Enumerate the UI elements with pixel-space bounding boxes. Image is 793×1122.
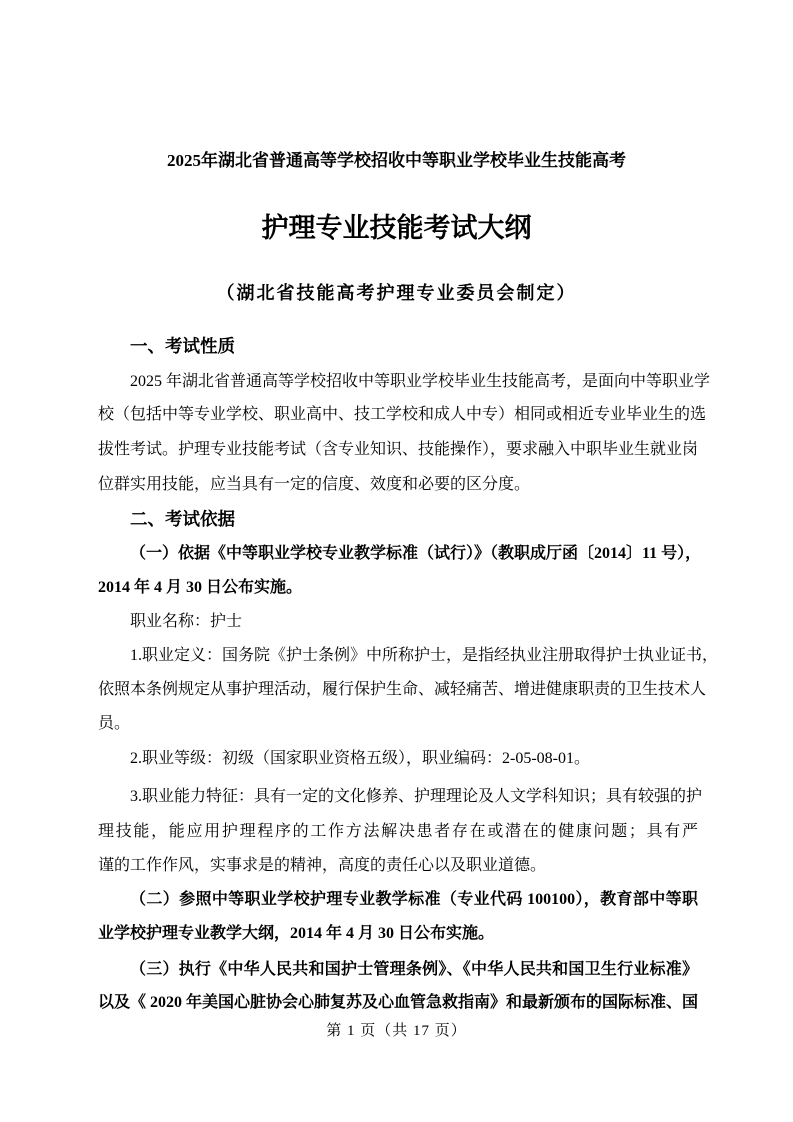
ability-line: 理技能，能应用护理程序的工作方法解决患者存在或潜在的健康问题；具有严 (98, 823, 698, 840)
subtitle: （湖北省技能高考护理专业委员会制定） (216, 283, 577, 303)
occupation-level: 2.职业等级：初级（国家职业资格五级），职业编码：2-05-08-01。 (130, 750, 590, 767)
definition-line: 依照本条例规定从事护理活动，履行保护生命、减轻痛苦、增进健康职责的卫生技术人 (98, 681, 707, 698)
basis-item-3-line: 以及《 2020 年美国心脏协会心肺复苏及心血管急救指南》和最新颁布的国际标准、国 (98, 994, 699, 1011)
basis-item-3-line: （三）执行《中华人民共和国护士管理条例》、《中华人民共和国卫生行业标准》 (130, 961, 698, 978)
paragraph-line: 位群实用技能，应当具有一定的信度、效度和必要的区分度。 (98, 476, 531, 493)
paragraph-line: 校（包括中等专业学校、职业高中、技工学校和成人中专）相同或相近专业毕业生的选 (98, 406, 707, 423)
ability-line: 谨的工作作风，实事求是的精神，高度的责任心以及职业道德。 (98, 857, 547, 874)
basis-item-2-line: （二）参照中等职业学校护理专业教学标准（专业代码 100100），教育部中等职 (130, 891, 698, 908)
basis-item-2-line: 业学校护理专业教学大纲，2014 年 4 月 30 日公布实施。 (98, 925, 495, 942)
paragraph-line: 拔性考试。护理专业技能考试（含专业知识、技能操作），要求融入中职毕业生就业岗 (98, 441, 699, 458)
page-number: 第 1 页（共 17 页） (326, 1023, 467, 1039)
ability-line: 3.职业能力特征：具有一定的文化修养、护理理论及人文学科知识；具有较强的护 (130, 788, 703, 805)
definition-line: 员。 (98, 715, 131, 732)
definition-line: 1.职业定义：国务院《护士条例》中所称护士，是指经执业注册取得护士执业证书， (130, 647, 719, 664)
paragraph-line: 2025 年湖北省普通高等学校招收中等职业学校毕业生技能高考，是面向中等职业学 (130, 373, 711, 390)
page-title: 护理专业技能考试大纲 (261, 213, 532, 243)
occupation-name: 职业名称：护士 (130, 613, 243, 630)
section-heading-basis: 二、考试依据 (130, 509, 235, 529)
basis-item-1-line: （一）依据《中等职业学校专业教学标准（试行）》（教职成厅函〔2014〕11 号）， (130, 545, 702, 562)
header-line: 2025年湖北省普通高等学校招收中等职业学校毕业生技能高考 (167, 151, 626, 170)
section-heading-nature: 一、考试性质 (130, 336, 235, 356)
basis-item-1-line: 2014 年 4 月 30 日公布实施。 (98, 579, 303, 596)
